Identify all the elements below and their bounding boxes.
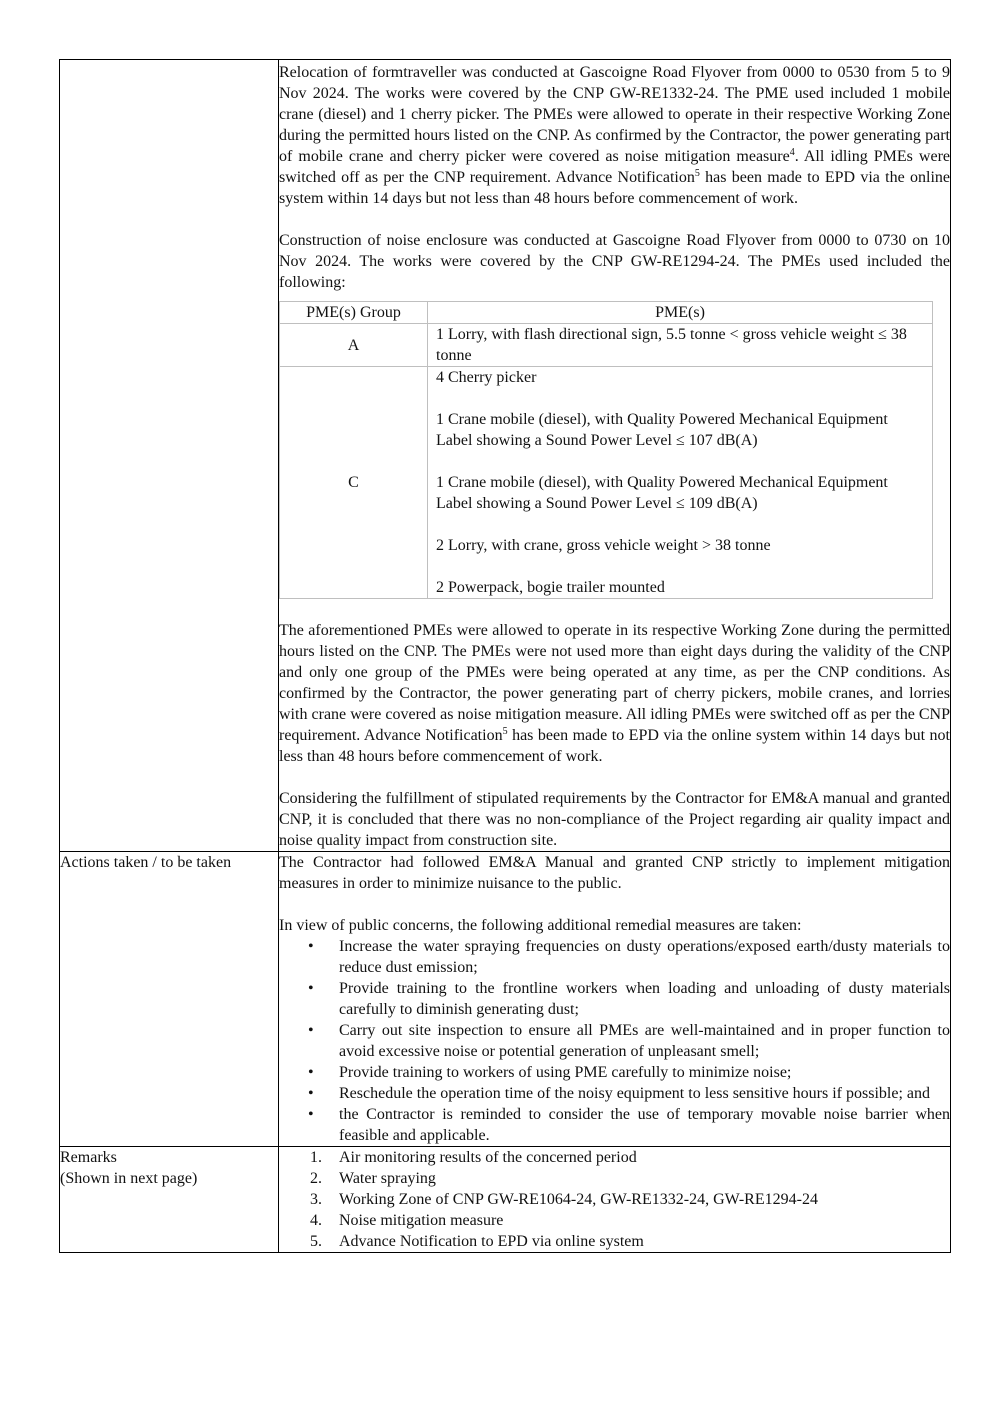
findings-row [60, 60, 951, 852]
pme-c-item: 2 Powerpack, bogie trailer mounted [436, 579, 665, 596]
pme-c-item: 1 Crane mobile (diesel), with Quality Powered Mechanical Equipment Label showing a Sound Power Level ≤ 109 dB(A) [436, 474, 888, 512]
actions-content-cell [279, 852, 951, 1147]
footnote-ref: 4 [789, 147, 795, 158]
pme-header: PME(s) [428, 302, 933, 324]
footnote-ref: 5 [694, 168, 700, 179]
actions-label: Actions taken / to be taken [60, 852, 279, 1147]
list-item: 4. Noise mitigation measure [310, 1212, 504, 1229]
pme-row-c [280, 367, 933, 599]
actions-lead: In view of public concerns, the following additional remedial measures are taken: [279, 917, 802, 934]
actions-intro: The Contractor had followed EM&A Manual and granted CNP strictly to implement mitigation measures in order to minimize nuisance to the public. [279, 854, 950, 892]
list-item: • Reschedule the operation time of the noisy equipment to less sensitive hours if possible; and [308, 1085, 930, 1102]
list-item: 5. Advance Notification to EPD via online system [310, 1233, 644, 1250]
list-item: • Carry out site inspection to ensure all PMEs are well-maintained and in proper function to avoid excessive noise or potential generation of unpleasant smell; [308, 1022, 950, 1060]
pme-c-item: 2 Lorry, with crane, gross vehicle weight > 38 tonne [436, 537, 771, 554]
footnote-ref: 5 [502, 726, 508, 737]
paragraph-conclusion: Considering the fulfillment of stipulated requirements by the Contractor for EM&A manual and granted CNP, it is concluded that there was no non-compliance of the Project regarding air quality impact and noise quality impact from construction site. [279, 790, 950, 849]
remarks-list [279, 1147, 950, 1252]
remarks-label: Remarks [60, 1149, 117, 1166]
paragraph-formtraveller: Relocation of formtraveller was conducted at Gascoigne Road Flyover from 0000 to 0530 from 5 to 9 Nov 2024. The works were covered by the CNP GW-RE1332-24. The PME used included 1 mobile crane (diesel) and 1 cherry picker. The PMEs were allowed to operate in their respective Working Zone during the permitted hours listed on the CNP. As confirmed by the Contractor, the power generating part of mobile crane and cherry picker were covered as noise mitigation measure$^4$. All idling PMEs were switched off as per the CNP requirement. Advance Notification$^5$ has been made to EPD via the online system within 14 days but not less than 48 hours before commencement of work. [279, 64, 951, 207]
pme-table [279, 301, 933, 599]
list-item: 3. Working Zone of CNP GW-RE1064-24, GW-RE1332-24, GW-RE1294-24 [310, 1191, 818, 1208]
pme-group-c: C [280, 367, 428, 599]
list-item: • the Contractor is reminded to consider the use of temporary movable noise barrier when feasible and applicable. [308, 1106, 950, 1144]
pme-group-a: A [280, 324, 428, 367]
pme-table-header [280, 302, 933, 324]
pme-c-item: 4 Cherry picker [436, 369, 537, 386]
list-item: 1. Air monitoring results of the concerned period [310, 1149, 637, 1166]
pme-c-item: 1 Crane mobile (diesel), with Quality Powered Mechanical Equipment Label showing a Sound Power Level ≤ 107 dB(A) [436, 411, 888, 449]
paragraph-pme-compliance: The aforementioned PMEs were allowed to operate in its respective Working Zone during the permitted hours listed on the CNP. The PMEs were not used more than eight days during the validity of the CNP and only one group of the PMEs were being operated at any time, as per the CNP conditions. As confirmed by the Contractor, the power generating part of cherry pickers, mobile cranes, and lorries with crane were covered as noise mitigation measure. All idling PMEs were switched off as per the CNP requirement. Advance Notification$^5$ has been made to EPD via the online system within 14 days but not less than 48 hours before commencement of work. [279, 622, 950, 765]
bullet-icon: • [308, 938, 314, 955]
pme-a-item: 1 Lorry, with flash directional sign, 5.5 tonne < gross vehicle weight ≤ 38 tonne [428, 324, 933, 367]
bullet-icon: • [308, 1064, 314, 1081]
bullet-icon: • [308, 1022, 314, 1039]
remarks-label-cell [60, 1147, 279, 1253]
pme-group-header: PME(s) Group [280, 302, 428, 324]
list-item: • Provide training to workers of using PME carefully to minimize noise; [308, 1064, 792, 1081]
list-item: • Increase the water spraying frequencies on dusty operations/exposed earth/dusty materials to reduce dust emission; [308, 938, 950, 976]
findings-label-cell [60, 60, 279, 852]
remarks-row [60, 1147, 951, 1253]
paragraph-noise-enclosure: Construction of noise enclosure was conducted at Gascoigne Road Flyover from 0000 to 0730 on 10 Nov 2024. The works were covered by the CNP GW-RE1294-24. The PMEs used included the following: [279, 232, 950, 291]
remedial-measures-list [279, 936, 950, 1146]
remarks-content-cell [279, 1147, 951, 1253]
actions-row [60, 852, 951, 1147]
bullet-icon: • [308, 1106, 314, 1123]
pme-c-items [428, 367, 933, 599]
list-item: • Provide training to the frontline workers when loading and unloading of dusty materials carefully to diminish generating dust; [308, 980, 950, 1018]
list-item: 2. Water spraying [310, 1170, 436, 1187]
complaint-table [59, 59, 951, 1253]
bullet-icon: • [308, 1085, 314, 1102]
remarks-sublabel: (Shown in next page) [60, 1170, 198, 1187]
bullet-icon: • [308, 980, 314, 997]
pme-row-a [280, 324, 933, 367]
findings-content-cell [279, 60, 951, 852]
